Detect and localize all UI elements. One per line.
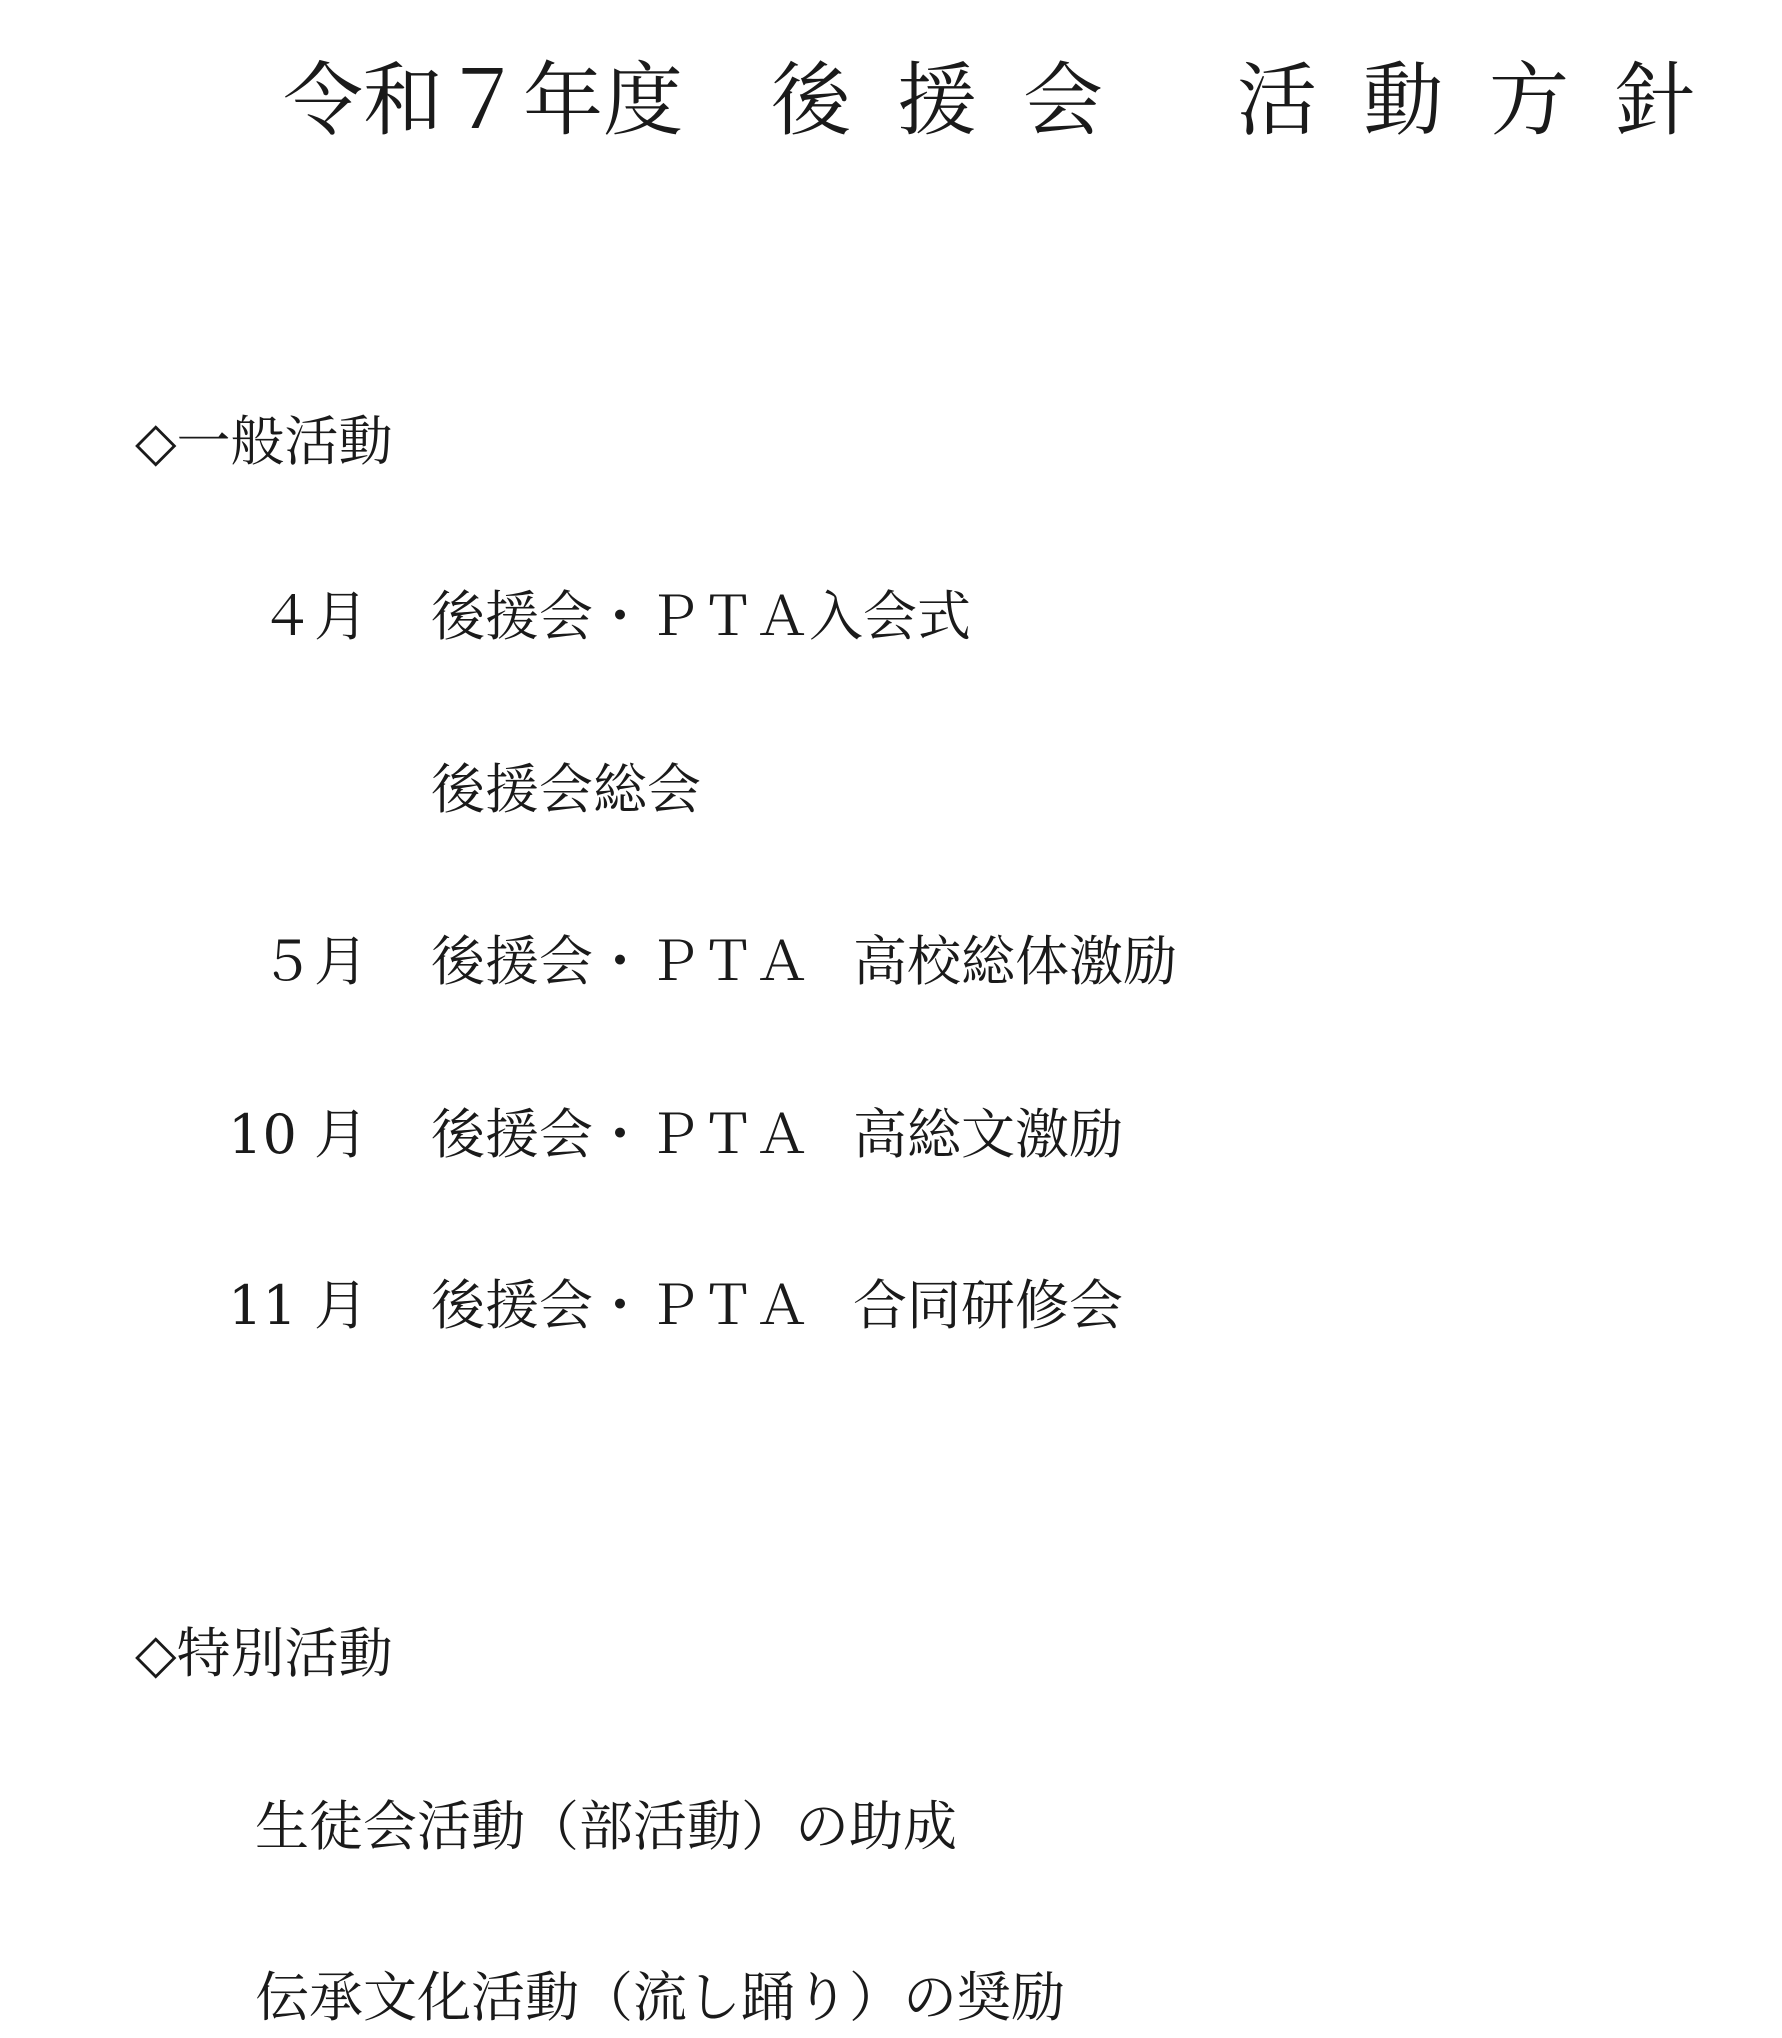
row-org: 後援会・ＰＴＡ <box>431 1274 809 1337</box>
general-row-may <box>0 922 1782 1002</box>
row-event <box>431 1095 1123 1175</box>
row-month: 11 月 <box>228 1274 368 1337</box>
title-org: 後援会 <box>771 54 1149 147</box>
special-activities-heading: ◇特別活動 <box>135 1622 393 1685</box>
general-row-october <box>0 1095 1782 1175</box>
title-policy: 活動方針 <box>1237 54 1741 147</box>
general-row-april <box>0 577 1782 657</box>
row-month: ５月 <box>260 930 368 993</box>
row-event-name: 高総文激励 <box>853 1103 1123 1166</box>
row-month: ４月 <box>260 585 368 648</box>
row-event <box>431 922 1177 1002</box>
title-year: 令和７年度 <box>283 54 683 147</box>
row-month: 10 月 <box>228 1103 368 1166</box>
row-org: 後援会・ＰＴＡ <box>431 930 809 993</box>
row-org: 後援会総会 <box>431 758 701 821</box>
row-event <box>431 1266 1123 1346</box>
special-item: 生徒会活動（部活動）の助成 <box>255 1795 957 1858</box>
row-event-name: 合同研修会 <box>853 1274 1123 1337</box>
row-event-name: 入会式 <box>809 585 971 648</box>
row-event-name: 高校総体激励 <box>853 930 1177 993</box>
row-org: 後援会・ＰＴＡ <box>431 1103 809 1166</box>
row-event <box>431 577 971 657</box>
row-event <box>431 750 701 830</box>
general-row-april-sub <box>0 750 1782 830</box>
general-activities-heading: ◇一般活動 <box>135 410 393 473</box>
document-title <box>283 36 1741 166</box>
row-org: 後援会・ＰＴＡ <box>431 585 809 648</box>
special-item: 伝承文化活動（流し踊り）の奨励 <box>255 1966 1065 2029</box>
general-row-november <box>0 1266 1782 1346</box>
